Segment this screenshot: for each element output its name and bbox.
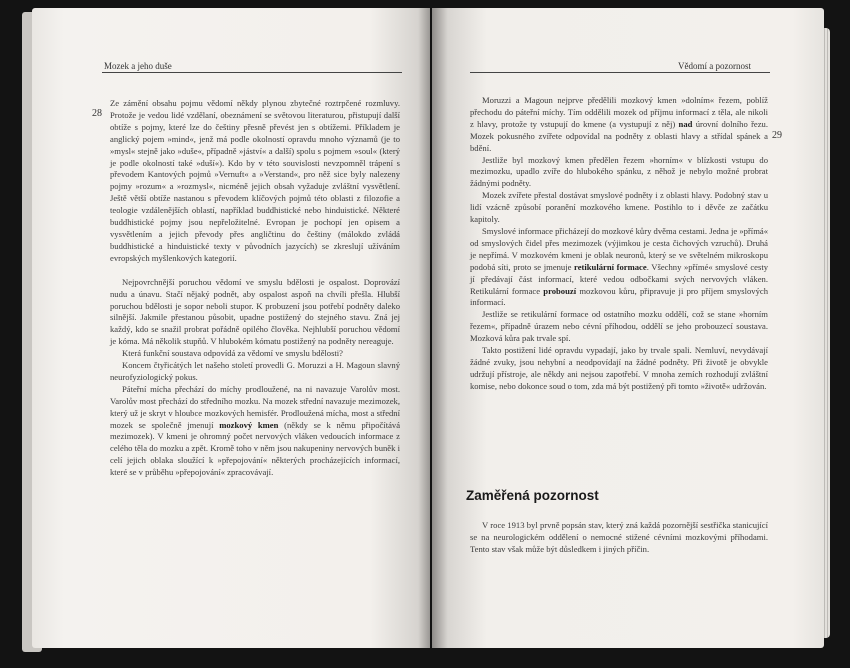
paragraph xyxy=(110,348,400,360)
paragraph xyxy=(470,190,768,226)
text-run: Moruzzi a Magoun nejprve předělili mozkový kmen »dolním« řezem, poblíž přechodu do páteřní míchy. Tím oddělili mozek od příjmu informací z těla, ale nikoli z hlavy, protože ty vstupují do kmene (a vystupují z něj) xyxy=(470,95,768,129)
text-run: úrovní dolního řezu. Mozek pokusného zvířete odpovídal na podněty z oblasti hlavy a střídal spánek a bdění. xyxy=(470,118,769,153)
section-heading: Zaměřená pozornost xyxy=(466,488,599,503)
right-page-text xyxy=(470,95,768,393)
paragraph xyxy=(110,384,400,479)
text-run: . Všechny »přímé« smyslové cesty jí předávají část informací, které vedou odbočkami svých nervových vláken. Retikulární formace xyxy=(470,261,768,296)
paragraph xyxy=(470,155,768,191)
paragraph xyxy=(470,345,768,393)
text-run: Ze zámění obsahu pojmu vědomí někdy plynou zbytečné roztrpčené rozmluvy. Protože je vedou lidé vzdělaní, obeznámení se světovou literaturou, přistupují další obtíže s pojmy, které lze do češtiny přesně převést jen s obtížemi. Příkladem je anglický pojem »mind«, jenž má podle okolností opravdu mnoho významů (je to »mysl« stejně jako »duše«, případně »jáství« a další) spolu s pojmem »soul« (který je podle okolností také »duší«). Kdo by v této souvislosti nevzpomněl trápení s převodem Kantových pojmů »Vernuft« a »Verstand«, pro něž sice byly nalezeny pojmy »rozum« a »rozmysl«, nicméně jejich obsah vyžaduje zvláštní vysvětlení. Ještě větší obtíže nastanou s převodem klíčových pojmů této oblasti z filozofie a teologie vzdálenějších oblastí, například buddhistické nebo hinduistické. Některé buddhistické pojmy jsou nepřeložitelné. Evropan je pochopí jen opisem a vysvětlením a jejich převody přes angličtinu do češtiny (málokdo zvládá buddhistické a hinduistické texty v původních jazycích) se zkreslují užíváním evropských myšlenkových kategorií. xyxy=(110,98,400,263)
paragraph xyxy=(470,226,768,309)
paragraph xyxy=(470,309,768,345)
text-run: Smyslové informace přicházejí do mozkové kůry dvěma cestami. Jedna je »přímá« od smyslových čidel přes mezimozek (výjimkou je cesta čichových vzruchů). Druhá je nepřímá. V mozkovém kmeni je oblak neuronů, který se ve světelném mikroskopu podobá síti, proto se jmenuje xyxy=(470,225,768,272)
text-run: Mozek zvířete přestal dostávat smyslové podněty i z oblasti hlavy. Podobný stav u lidí vzácně způsobí poranění mozkového kmene. Postihlo to i děvče ze začátku kapitoly. xyxy=(470,190,768,225)
text-run: (někdy se k němu připočítává mezimozek). V kmeni je ohromný počet nervových vláken vedoucích informace z celého těla do mozku a zpět. Kromě toho v něm jsou nakupeniny nervových buněk i celí jejich oblaka sloužící k »přepojování« některých procházejících informací, které se v průběhu »přepojování« zpracovávají. xyxy=(110,419,401,478)
paragraph xyxy=(110,277,400,348)
text-run: Jestliže se retikulární formace od ostatního mozku oddělí, což se stane »horním řezem«, případně úrazem nebo cévní příhodou, oddělí se jeho probouzecí soustava. Mozková kůra pak trvale spí. xyxy=(470,309,768,344)
bold-term: retikulární formace xyxy=(574,261,647,272)
bold-term: nad xyxy=(678,118,693,129)
right-header-rule xyxy=(470,72,770,73)
text-run: mozkovou kůru, připravuje ji pro příjem smyslových informací. xyxy=(470,285,768,308)
text-run: Nejpovrchnější poruchou vědomí ve smyslu bdělosti je ospalost. Doprovází nudu a únavu. Stačí nějaký podnět, aby ospalost aspoň na chvíli přešla. Hlubší poruchou bdělosti je sopor neboli stupor. K probuzení jsou potřebí podněty daleko silnější. Jakmile přestanou působit, upadne postižený do stejného stavu. Zná jej každý, kdo se snažil probrat pořádně opilého člověka. Nejhlubší poruchou vědomí je kóma. Má několik stupňů. V hlubokém kómatu postižený na podněty nereaguje. xyxy=(110,276,400,347)
bold-term: mozkový kmen xyxy=(219,419,279,430)
left-header-rule xyxy=(102,72,402,73)
text-run: Koncem čtyřicátých let našeho století provedli G. Moruzzi a H. Magoun slavný neurofyziologický pokus. xyxy=(110,360,400,382)
text-run: Jestliže byl mozkový kmen předělen řezem »horním« v blízkosti vstupu do mezimozku, upadlo zvíře do hlubokého spánku, z něhož je nebylo možné probrat žádnými podněty. xyxy=(470,154,768,189)
text-run: Páteřní mícha přechází do míchy prodloužené, na ni navazuje Varolův most. Varolův most přechází do středního mozku. Na mozek střední navazuje mezimozek, který už je skryt v hloubce mozkových hemisfér. Prodloužená mícha, most a střední mozek se společně jmenují xyxy=(110,383,400,430)
text-run: V roce 1913 byl prvně popsán stav, který zná každá pozornější sestřička stanicující se na neurologickém oddělení o nemocné stižené cévními mozkovými příhodami. Tento stav však může být důsledkem i jiných příčin. xyxy=(470,520,768,554)
right-running-head: Vědomí a pozornost xyxy=(678,61,751,71)
text-run: Která funkční soustava odpovídá za vědomí ve smyslu bdělosti? xyxy=(122,348,343,359)
paragraph xyxy=(470,95,768,155)
left-running-head: Mozek a jeho duše xyxy=(104,61,172,71)
left-page-number: 28 xyxy=(92,108,102,119)
text-run: Takto postižení lidé opravdu vypadají, jako by trvale spali. Nemluví, nevydávají žádné zvuky, jsou nehybní a neodpovídají na žádné podněty. Při životě je obvykle udržují přístroje, ale někdy ani nejsou zapotřebí. V mnoha zemích rozhodují zvláštní komise, nebo dokonce soud o tom, zda má být postižený při tomto »životě« udržován. xyxy=(470,345,768,391)
bold-term: probouzí xyxy=(543,285,577,296)
paragraph xyxy=(470,520,768,556)
left-page-text xyxy=(110,98,400,479)
right-page-number: 29 xyxy=(772,130,782,141)
paragraph xyxy=(110,98,400,265)
paragraph xyxy=(110,360,400,384)
section-text xyxy=(470,520,768,556)
